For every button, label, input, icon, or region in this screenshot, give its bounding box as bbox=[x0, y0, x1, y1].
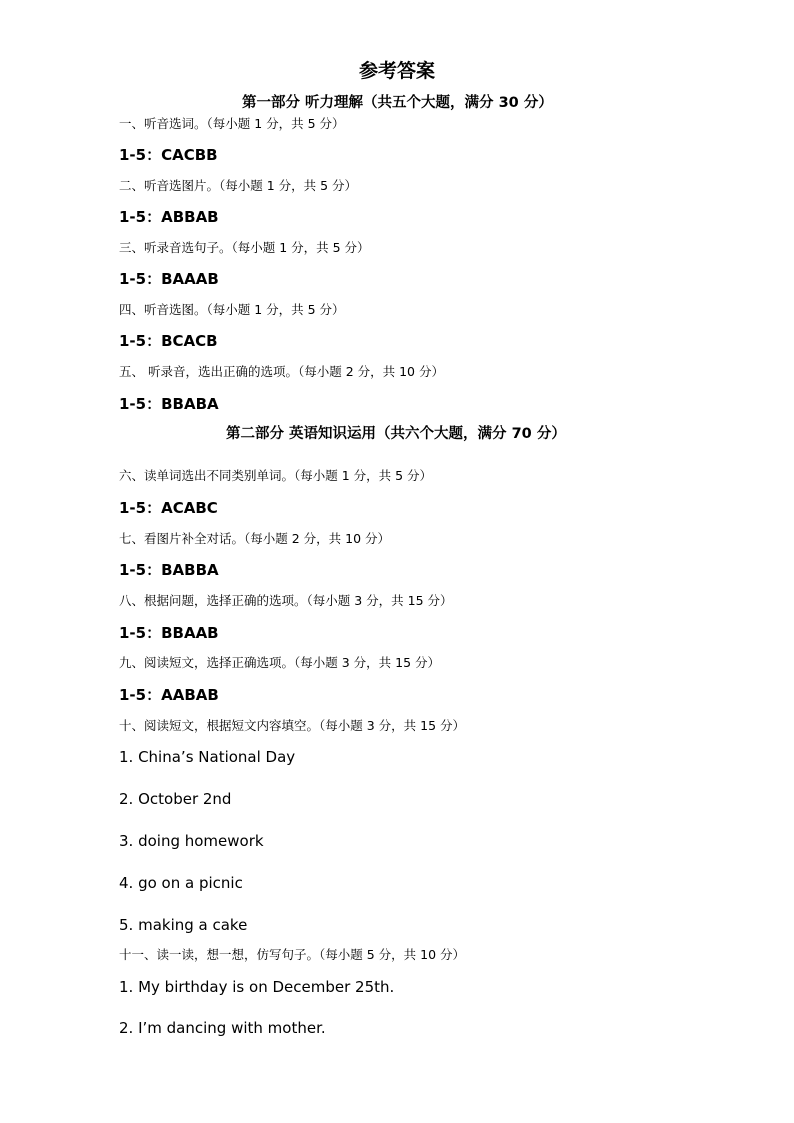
section3-answer: 1-5：BAAAB bbox=[119, 270, 219, 288]
section11-answer-2: 2. I’m dancing with mother. bbox=[119, 1019, 326, 1037]
part2-title: 第二部分 英语知识运用（共六个大题，满分 70 分） bbox=[226, 426, 566, 442]
section11-answer-1: 1. My birthday is on December 25th. bbox=[119, 978, 395, 996]
section4-answer: 1-5：BCACB bbox=[119, 332, 218, 350]
section8-answer: 1-5：BBAAB bbox=[119, 624, 219, 642]
section7-answer: 1-5：BABBA bbox=[119, 561, 219, 579]
section3-heading: 三、听录音选句子。（每小题 1 分，共 5 分） bbox=[119, 240, 370, 255]
section10-answer-4: 4. go on a picnic bbox=[119, 874, 243, 892]
section10-answer-2: 2. October 2nd bbox=[119, 790, 232, 808]
section11-heading: 十一、读一读，想一想，仿写句子。（每小题 5 分，共 10 分） bbox=[119, 947, 466, 962]
section9-answer: 1-5：AABAB bbox=[119, 686, 219, 704]
part1-title: 第一部分 听力理解（共五个大题，满分 30 分） bbox=[242, 95, 553, 111]
section5-answer: 1-5：BBABA bbox=[119, 395, 219, 413]
section10-answer-1: 1. China’s National Day bbox=[119, 748, 296, 766]
section8-heading: 八、根据问题，选择正确的选项。（每小题 3 分，共 15 分） bbox=[119, 593, 453, 608]
section5-heading: 五、 听录音，选出正确的选项。（每小题 2 分，共 10 分） bbox=[119, 364, 444, 379]
section2-answer: 1-5：ABBAB bbox=[119, 208, 219, 226]
section6-heading: 六、读单词选出不同类别单词。（每小题 1 分，共 5 分） bbox=[119, 468, 433, 483]
section6-answer: 1-5：ACABC bbox=[119, 499, 218, 517]
page-title: 参考答案 bbox=[358, 60, 435, 82]
section10-answer-5: 5. making a cake bbox=[119, 916, 248, 934]
section10-answer-3: 3. doing homework bbox=[119, 832, 264, 850]
section9-heading: 九、阅读短文，选择正确选项。（每小题 3 分，共 15 分） bbox=[119, 655, 441, 670]
section2-heading: 二、听音选图片。（每小题 1 分，共 5 分） bbox=[119, 178, 358, 193]
section7-heading: 七、看图片补全对话。（每小题 2 分，共 10 分） bbox=[119, 531, 391, 546]
section4-heading: 四、听音选图。（每小题 1 分，共 5 分） bbox=[119, 302, 345, 317]
section1-answer: 1-5：CACBB bbox=[119, 146, 218, 164]
section10-heading: 十、阅读短文，根据短文内容填空。（每小题 3 分，共 15 分） bbox=[119, 718, 466, 733]
section1-heading: 一、听音选词。（每小题 1 分，共 5 分） bbox=[119, 116, 345, 131]
